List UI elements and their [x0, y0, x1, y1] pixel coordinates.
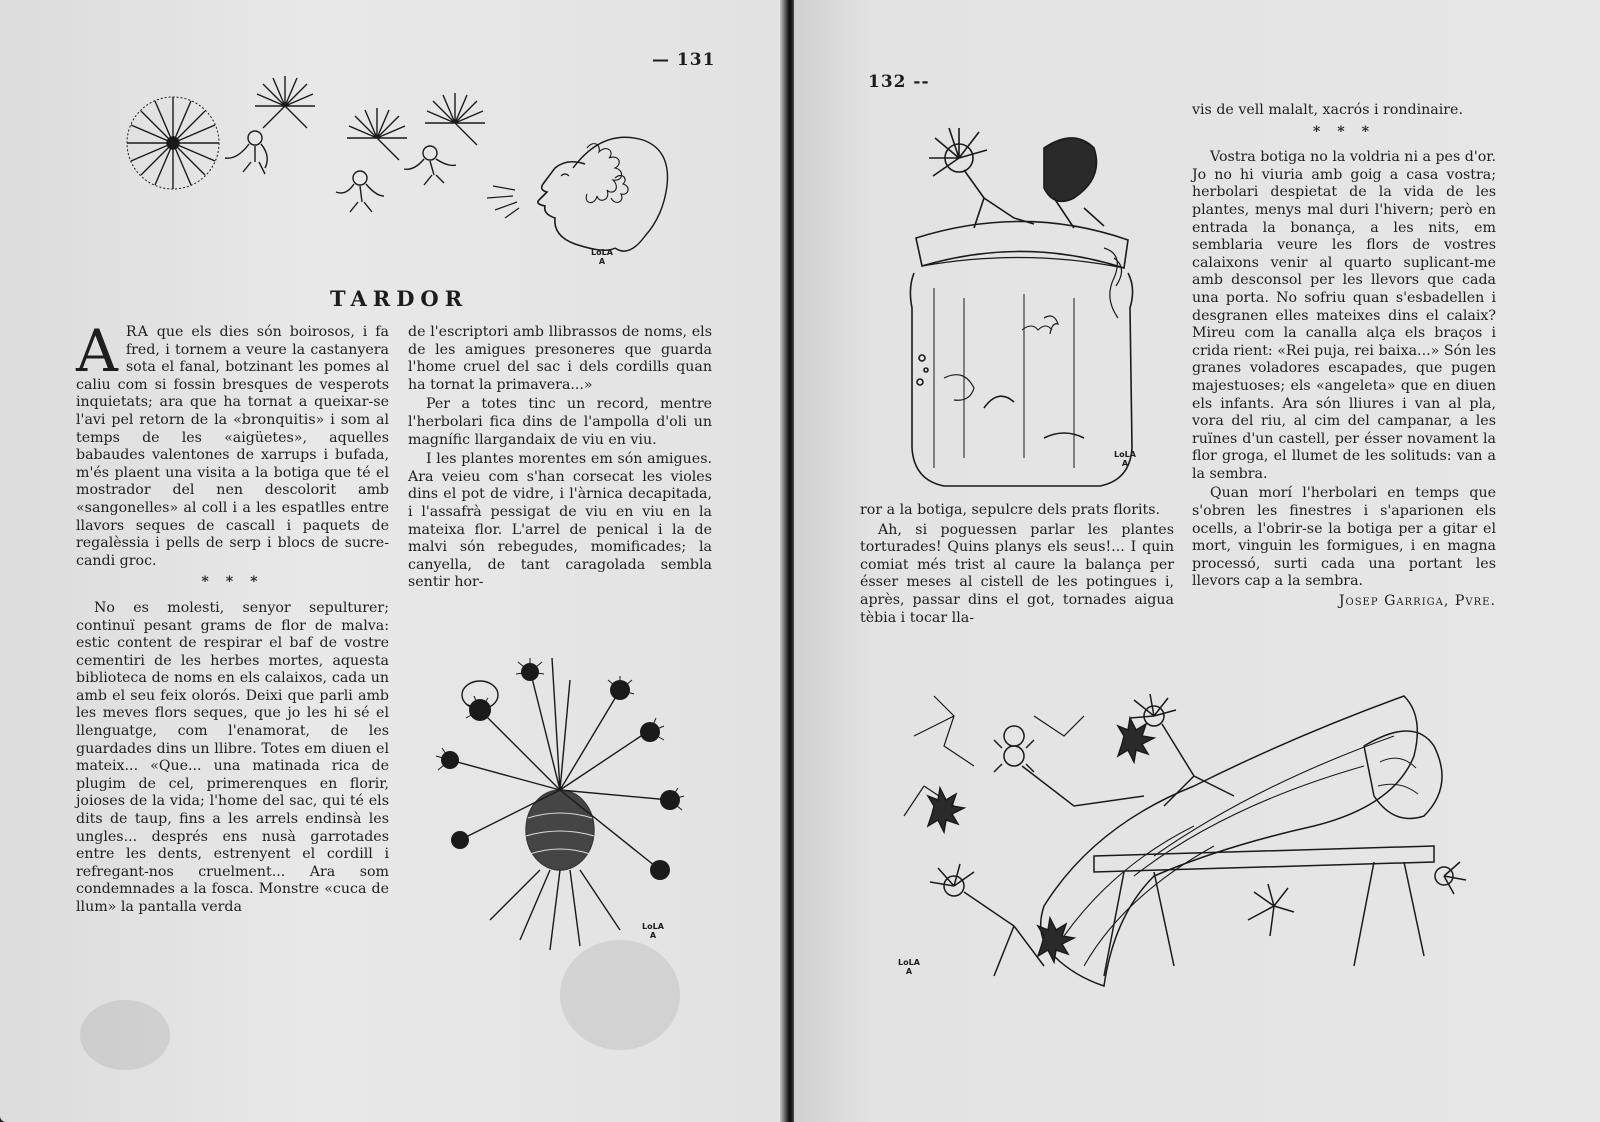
paragraph-text: Quan morí l'herbolari en temps que s'obren les finestres i s'aparionen els ocells, a l'obrir-se la botiga per a gitar el mort, vinguin les formigues, i en magna processó, surti cada una portant les llevors cap a la sembra.: [1192, 485, 1496, 590]
bouquet-illustration: [420, 650, 700, 960]
left-column-1: [76, 317, 389, 919]
drop-cap: A: [76, 317, 118, 385]
author-signature: Josep Garriga, Pvre.: [1338, 593, 1496, 610]
paragraph-text: ror a la botiga, sepulcre dels prats florits.: [860, 502, 1161, 518]
section-divider: * * *: [1312, 123, 1376, 140]
paragraph-text: No es molesti, senyor sepulturer; continuï pesant grams de flor de malva: estic content de respirar el baf de vostre cementiri de les herbes mortes, aquesta biblioteca de noms en els calaixos, cada un amb el seu feix olorós. Deixi que parli amb les meves flors seques, que jo les hi sé el llenguatge, com l'enamorat, de les guardades dins un llibre. Totes em diuen el mateix... «Que... una matinada rica de plugim de cel, primerenques en florir, joioses de la vida; l'home del sac, qui té els dits de taup, fins a les arrels endinsà les ungles... després ens nusà garrotades entre les dents, estrenyent el cordill i refregant-nos cruelment... Ara som condemnades a la fosca. Monstre «cuca de llum» la pantalla verda: [76, 599, 389, 915]
deathbed-illustration: [894, 676, 1474, 1006]
paragraph-text: Vostra botiga no la voldria ni a pes d'or. Jo no hi viuria amb goig a casa vostra; herbolari despietat de la vida de les plantes, menys mal duri l'hivern; però en entrada la bonança, a les nits, em semblaria veure les flors de vostres calaixons venir al quarto suplicant-me amb desconsol per les llevors que cada una porta. No sofriu quan s'esbadellen i desgranen elles mateixes dins el calaix? Mireu com la canalla alça els braços i crida rient: «Rei puja, rei baixa...» Són les granes voladores escapades, que pugen majestuoses; els «angeleta» que en diuen els infants. Ara són lliures i van al pla, vora del riu, al cim del campanar, a les ruïnes d'un castell, per ésser novament la flor groga, el llumet de les solituds: van a la sembra.: [1192, 149, 1496, 482]
right-page: [794, 0, 1600, 1122]
paragraph-text: de l'escriptori amb llibrassos de noms, els de les amigues presoneres que guarda l'home cruel del sac i dels cordills quan ha tornat la primavera...»: [408, 324, 712, 393]
illustrator-signature: LoLA A: [898, 958, 920, 976]
article-title: TARDOR: [330, 286, 469, 311]
illustrator-signature: LoLA A: [642, 922, 664, 940]
illustrator-signature: LoLA A: [591, 248, 613, 266]
paragraph-text: Ah, si poguessen parlar les plantes torturades! Quins planys els seus!... I quin comiat més trist al caure la balança per ésser meses al cistell de les potingues i, après, passar dins el got, tornades aigua tèbia i tocar lla-: [860, 521, 1174, 626]
left-page: [0, 0, 786, 1122]
herbalist-deathbed-drawing: [894, 676, 1474, 1006]
right-column-2: [1192, 102, 1496, 613]
flower-on-jar-drawing: [904, 108, 1144, 503]
illustrator-signature: LoLA A: [1114, 450, 1136, 468]
paragraph-text: vis de vell malalt, xacrós i rondinaire.: [1192, 102, 1463, 118]
page-number: 132 --: [868, 72, 930, 92]
paper-stain: [80, 1000, 170, 1070]
dandelion-cherubs-drawing: [115, 68, 695, 278]
lead-word: RA: [125, 324, 149, 340]
page-number: — 131: [652, 50, 716, 70]
paragraph-text: que els dies són boirosos, i fa fred, i tornem a veure la castanyera sota el fanal, botzinant les pomes al caliu com si fossin bresques de vesperots inquietats; ara que ha tornat a queixar-se l'avi pel retorn de la «bronquitis» i som al temps de les «aigüetes», aquelles babaudes valentones de xarrups i bufada, m'és plaent una visita a la botiga que té el mostrador del nen descolorit amb «sangonelles» al coll i a les espatlles entre llavors seques de cascall i paquets de regalèssia i pells de serp i blocs de sucre-candi groc.: [76, 324, 389, 569]
paragraph-text: I les plantes morentes em són amigues. Ara veieu com s'han corsecat les violes dins el pot de vidre, i l'àrnica decapitada, i l'assafrà pessigat de viu en viu en la mateixa flor. L'arrel de penical i la de malvi són rebegudes, momificades; la canyella, de tant caragolada sembla sentir hor-: [408, 451, 712, 591]
jar-illustration: [904, 108, 1144, 503]
header-illustration: [115, 68, 695, 278]
opening-paragraph: [76, 317, 389, 570]
bound-flowers-drawing: [420, 650, 700, 960]
left-column-2: [408, 324, 712, 594]
paragraph-text: Per a totes tinc un record, mentre l'herbolari fica dins de l'ampolla d'oli un magnífic llargandaix de viu en viu.: [408, 396, 712, 448]
section-divider: * * *: [201, 574, 264, 591]
right-column-1: [860, 502, 1174, 629]
